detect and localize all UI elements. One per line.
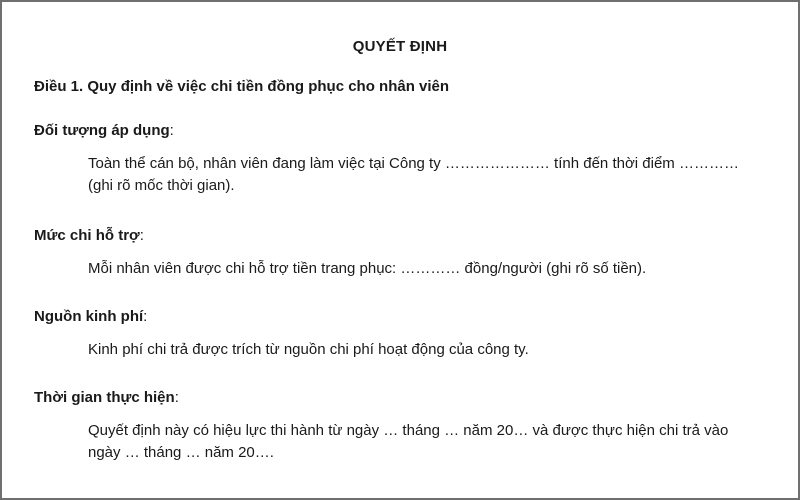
section-heading: Thời gian thực hiện: <box>34 389 179 406</box>
section-body: Quyết định này có hiệu lực thi hành từ ngày … tháng … năm 20… và được thực hiện chi trả vào ngày … tháng … năm 20…. <box>88 422 729 461</box>
document-title: QUYẾT ĐỊNH <box>352 38 448 55</box>
section-heading: Nguồn kinh phí: <box>34 308 148 325</box>
section-applicable-subjects <box>34 121 758 197</box>
section-heading: Mức chi hỗ trợ: <box>34 227 144 244</box>
section-heading-text: Thời gian thực hiện <box>34 389 175 406</box>
section-heading-text: Đối tượng áp dụng <box>34 122 170 139</box>
section-effective-time <box>34 388 758 464</box>
section-body: Kinh phí chi trả được trích từ nguồn chi phí hoạt động của công ty. <box>88 341 529 358</box>
section-body: Mỗi nhân viên được chi hỗ trợ tiền trang phục: ………… đồng/người (ghi rõ số tiền). <box>88 260 647 277</box>
article-heading: Điều 1. Quy định về việc chi tiền đồng phục cho nhân viên <box>34 78 450 95</box>
section-body: Toàn thể cán bộ, nhân viên đang làm việc tại Công ty ………………… tính đến thời điểm ………… (ghi rõ mốc thời gian). <box>88 155 739 194</box>
section-funding-source <box>34 307 758 361</box>
section-heading: Đối tượng áp dụng: <box>34 122 174 139</box>
section-support-amount <box>34 226 758 280</box>
section-heading-text: Nguồn kinh phí <box>34 308 144 325</box>
section-heading-text: Mức chi hỗ trợ <box>34 227 140 244</box>
